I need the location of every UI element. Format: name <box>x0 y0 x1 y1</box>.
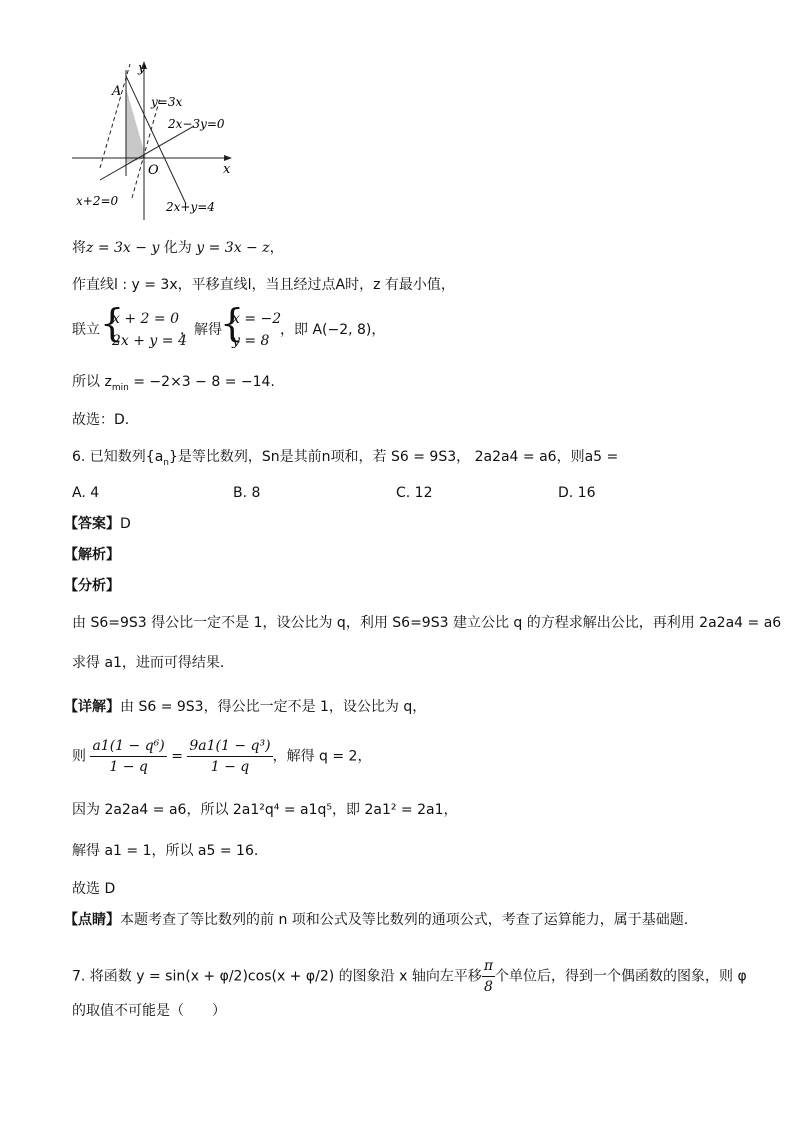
xiangjie-line-4: 解得 a1 = 1，所以 a5 = 16. <box>72 843 259 859</box>
xiangjie-line-3: 因为 2a2a4 = a6，所以 2a1²q⁴ = a1q⁵，即 2a1² = 2a1， <box>72 802 458 818</box>
choice-c: C. 12 <box>396 485 433 501</box>
feasible-region-figure <box>60 58 250 228</box>
fraction-pi-over-8: $\frac{\pi}{8}$ <box>483 958 494 995</box>
solution-line-4: 所以 $z_{min} = -2\times 3 - 8 = -14$. <box>72 374 275 393</box>
solution-line-3-pre: 联立 <box>72 322 100 338</box>
solution-answer: 故选：D. <box>72 412 130 428</box>
fenxi-line-1: 由 S6=9S3 得公比一定不是 1，设公比为 q，利用 S6=9S3 建立公比 q 的方程求解出公比，再利用 2a2a4 = a6 <box>72 615 782 631</box>
label-x: x <box>223 162 231 177</box>
choice-d: D. 16 <box>558 485 596 501</box>
xiangjie-line-5: 故选 D <box>72 881 116 897</box>
x-axis-arrow <box>224 155 232 161</box>
solution-line-2: 作直线l : y = 3x，平移直线l，当且经过点A时，z 有最小值， <box>72 277 455 293</box>
xiangjie-line-2: 则 $\frac{\text{a1(1 − q⁶)}}{1 - q}$ = $\frac{\text{9a1(1 − q³)}}{1 - q}$ ，解得 q = 2， <box>72 738 372 775</box>
label-O: O <box>148 163 159 178</box>
label-y3x: y=3x <box>151 95 183 109</box>
fraction-right: $\frac{\text{9a1(1 − q³)}}{1 - q}$ <box>189 738 271 775</box>
xiangjie-line-1: 【详解】由 S6 = 9S3，得公比一定不是 1，设公比为 q， <box>64 699 427 715</box>
system2-eq-a: x = −2 <box>232 311 282 327</box>
dianjing-line: 【点睛】本题考查了等比数列的前 n 项和公式及等比数列的通项公式，考查了运算能力，属于基础题. <box>64 912 689 928</box>
answer-line: 【答案】D <box>64 516 131 532</box>
solution-line-1: 将z = 3x − y 化为 y = 3x − z， <box>72 240 284 256</box>
label-A: A <box>112 84 122 99</box>
label-y: y <box>138 61 146 76</box>
system2-eq-b: y = 8 <box>232 333 270 349</box>
solution-line-3-post: ，即 A(−2, 8)， <box>280 322 386 338</box>
choice-b: B. 8 <box>233 485 261 501</box>
fenxi-line-2: 求得 a1，进而可得结果. <box>72 655 225 671</box>
question-7-stem-line-1: 7. 将函数 y = sin(x + φ/2)cos(x + φ/2) 的图象沿 x 轴向左平移 $\frac{\pi}{8}$ 个单位后，得到一个偶函数的图象，则 φ <box>72 958 747 995</box>
label-2x3y: 2x−3y=0 <box>168 117 225 131</box>
line-2x-minus-3y <box>100 126 194 180</box>
fraction-left: $\frac{\text{a1(1 − q⁶)}}{1 - q}$ <box>92 738 165 775</box>
label-2xy4: 2x+y=4 <box>166 200 215 214</box>
question-6-stem: 6. 已知数列$\{a_n\}$是等比数列，Sn是其前n项和，若 S6 = 9S3， 2a2a4 = a6，则a5 = <box>72 449 619 468</box>
fenxi-heading: 【分析】 <box>64 578 120 594</box>
system1-eq-b: 2x + y = 4 <box>112 333 187 349</box>
jiexi-heading: 【解析】 <box>64 547 120 563</box>
solution-line-3-mid: ，解得 <box>180 322 222 338</box>
system1-eq-a: x + 2 = 0 <box>112 311 179 327</box>
question-7-stem-line-2: 的取值不可能是（ ） <box>72 1003 226 1019</box>
left-brace-2: { <box>220 301 245 345</box>
left-brace: { <box>100 301 125 345</box>
label-x2: x+2=0 <box>76 194 119 208</box>
shaded-region <box>126 88 146 163</box>
choice-a: A. 4 <box>72 485 100 501</box>
